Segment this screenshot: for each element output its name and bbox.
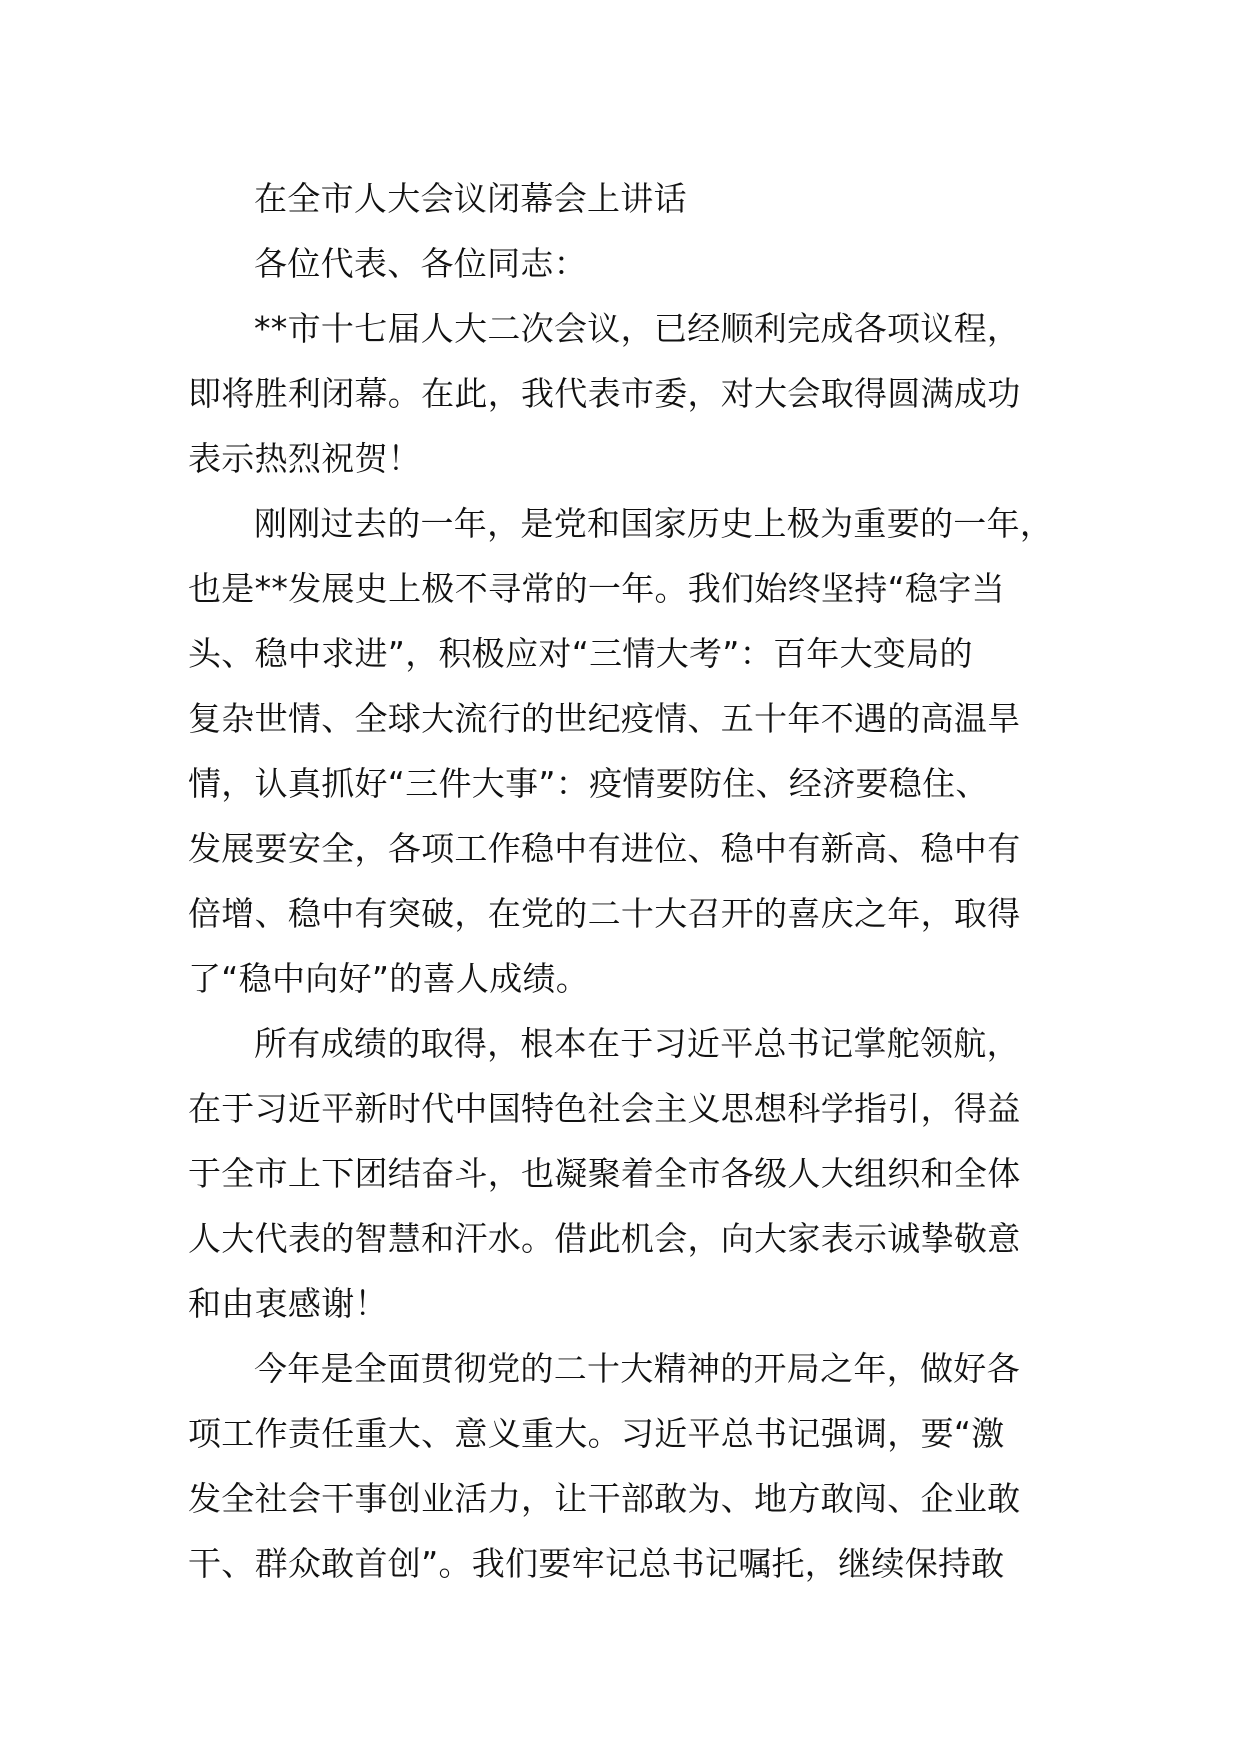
salutation: 各位代表、各位同志： xyxy=(254,244,587,283)
paragraph-1-line-2: 即将胜利闭幕。在此，我代表市委，对大会取得圆满成功 xyxy=(188,374,1021,413)
paragraph-2-line-1: 刚刚过去的一年，是党和国家历史上极为重要的一年， xyxy=(254,504,1054,543)
paragraph-2-line-6: 发展要安全，各项工作稳中有进位、稳中有新高、稳中有 xyxy=(188,829,1021,868)
paragraph-4-line-2: 项工作责任重大、意义重大。习近平总书记强调，要“激 xyxy=(188,1414,1005,1453)
document-title: 在全市人大会议闭幕会上讲话 xyxy=(254,179,687,218)
paragraph-3-line-2: 在于习近平新时代中国特色社会主义思想科学指引，得益 xyxy=(188,1089,1021,1128)
paragraph-1-line-3: 表示热烈祝贺！ xyxy=(188,439,422,478)
paragraph-4-line-3: 发全社会干事创业活力，让干部敢为、地方敢闯、企业敢 xyxy=(188,1479,1021,1518)
paragraph-3-line-1: 所有成绩的取得，根本在于习近平总书记掌舵领航， xyxy=(254,1024,1020,1063)
paragraph-2-line-2: 也是**发展史上极不寻常的一年。我们始终坚持“稳字当 xyxy=(188,569,1005,608)
paragraph-1-line-1: **市十七届人大二次会议，已经顺利完成各项议程， xyxy=(254,309,1021,348)
paragraph-2-line-4: 复杂世情、全球大流行的世纪疫情、五十年不遇的高温旱 xyxy=(188,699,1021,738)
paragraph-3-line-5: 和由衷感谢！ xyxy=(188,1284,388,1323)
paragraph-3-line-3: 于全市上下团结奋斗，也凝聚着全市各级人大组织和全体 xyxy=(188,1154,1021,1193)
paragraph-4-line-1: 今年是全面贯彻党的二十大精神的开局之年，做好各 xyxy=(254,1349,1020,1388)
paragraph-2-line-7: 倍增、稳中有突破，在党的二十大召开的喜庆之年，取得 xyxy=(188,894,1021,933)
document-body xyxy=(188,166,1054,1596)
paragraph-2-line-5: 情，认真抓好“三件大事”：疫情要防住、经济要稳住、 xyxy=(188,764,989,803)
paragraph-2-line-3: 头、稳中求进”，积极应对“三情大考”：百年大变局的 xyxy=(188,634,973,673)
paragraph-2-line-8: 了“稳中向好”的喜人成绩。 xyxy=(188,959,590,998)
paragraph-3-line-4: 人大代表的智慧和汗水。借此机会，向大家表示诚挚敬意 xyxy=(188,1219,1021,1258)
paragraph-4-line-4: 干、群众敢首创”。我们要牢记总书记嘱托，继续保持敢 xyxy=(188,1544,1005,1583)
